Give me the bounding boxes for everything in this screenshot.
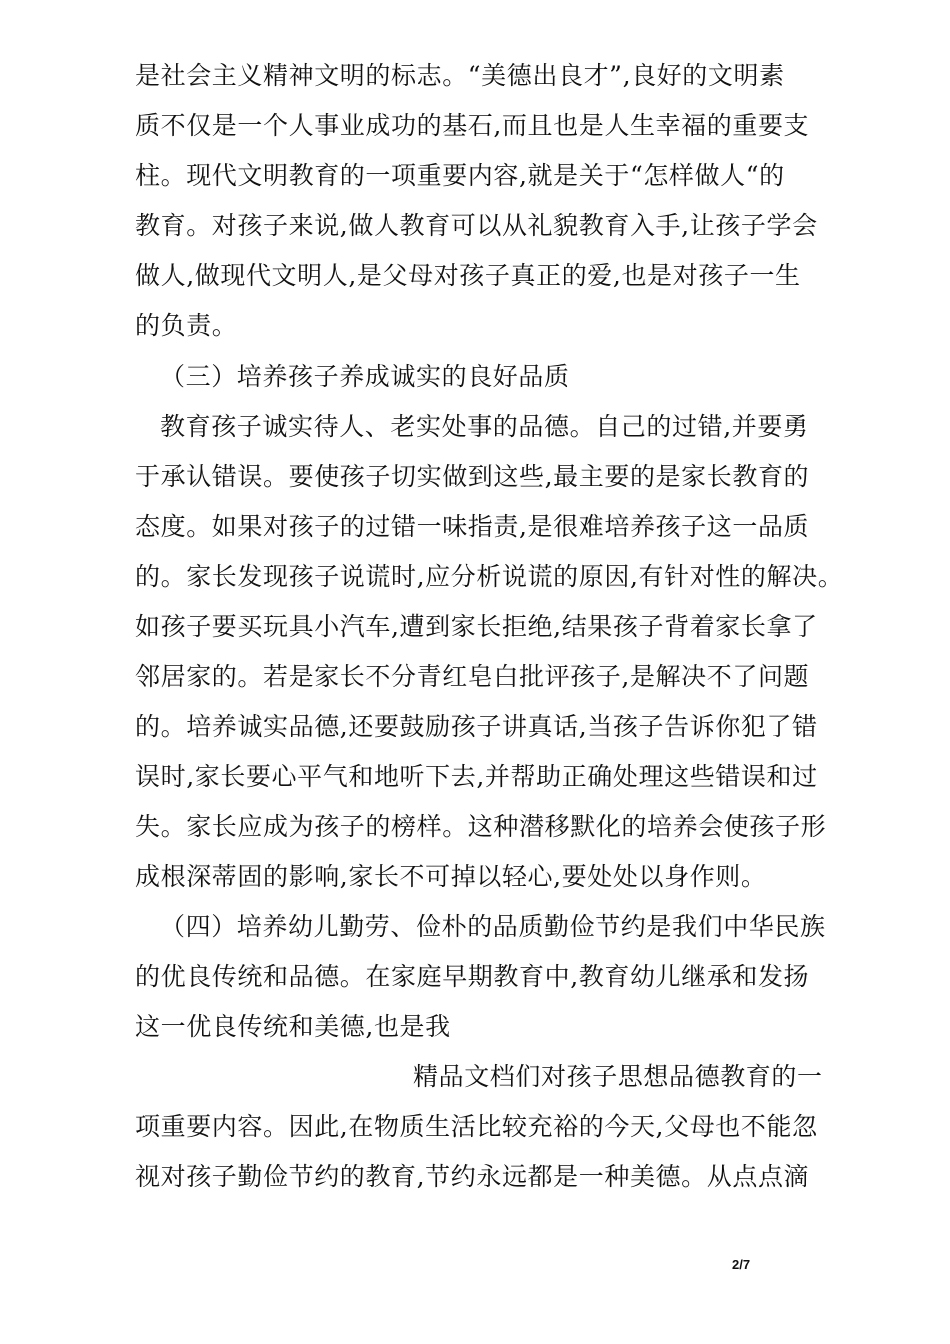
body-line-23: 视对孩子勤俭节约的教育,节约永远都是一种美德。从点点滴 <box>135 1162 810 1191</box>
body-line-21: 精品文档们对孩子思想品德教育的一 <box>413 1062 823 1091</box>
body-line-8: 教育孩子诚实待人、老实处事的品德。自己的过错,并要勇 <box>160 412 809 441</box>
body-line-17: 成根深蒂固的影响,家长不可掉以轻心,要处处以身作则。 <box>135 862 767 891</box>
body-line-1: 是社会主义精神文明的标志。“美德出良才”,良好的文明素 <box>135 61 785 90</box>
body-line-3: 柱。现代文明教育的一项重要内容,就是关于“怎样做人“的 <box>135 161 785 190</box>
page-number: 2/7 <box>732 1257 751 1272</box>
body-line-16: 失。家长应成为孩子的榜样。这种潜移默化的培养会使孩子形 <box>135 812 827 841</box>
body-line-14: 的。培养诚实品德,还要鼓励孩子讲真话,当孩子告诉你犯了错 <box>135 712 818 741</box>
body-line-10: 态度。如果对孩子的过错一味指责,是很难培养孩子这一品质 <box>135 512 810 541</box>
body-line-20: 这一优良传统和美德,也是我 <box>135 1012 451 1041</box>
body-line-13: 邻居家的。若是家长不分青红皂白批评孩子,是解决不了问题 <box>135 662 810 691</box>
body-line-4: 教育。对孩子来说,做人教育可以从礼貌教育入手,让孩子学会 <box>135 211 818 240</box>
body-line-12: 如孩子要买玩具小汽车,遭到家长拒绝,结果孩子背着家长拿了 <box>135 612 818 641</box>
section-heading-4: （四）培养幼儿勤劳、俭朴的品质勤俭节约是我们中华民族 <box>160 912 826 941</box>
body-line-19: 的优良传统和品德。在家庭早期教育中,教育幼儿继承和发扬 <box>135 962 810 991</box>
body-line-5: 做人,做现代文明人,是父母对孩子真正的爱,也是对孩子一生 <box>135 261 801 290</box>
body-line-9: 于承认错误。要使孩子切实做到这些,最主要的是家长教育的 <box>135 462 810 491</box>
body-line-22: 项重要内容。因此,在物质生活比较充裕的今天,父母也不能忽 <box>135 1112 818 1141</box>
section-heading-3: （三）培养孩子养成诚实的良好品质 <box>160 362 570 391</box>
body-line-2: 质不仅是一个人事业成功的基石,而且也是人生幸福的重要支 <box>135 111 810 140</box>
body-line-11: 的。家长发现孩子说谎时,应分析说谎的原因,有针对性的解决。 <box>135 562 844 591</box>
body-line-15: 误时,家长要心平气和地听下去,并帮助正确处理这些错误和过 <box>135 762 818 791</box>
body-line-6: 的负责。 <box>135 311 238 340</box>
